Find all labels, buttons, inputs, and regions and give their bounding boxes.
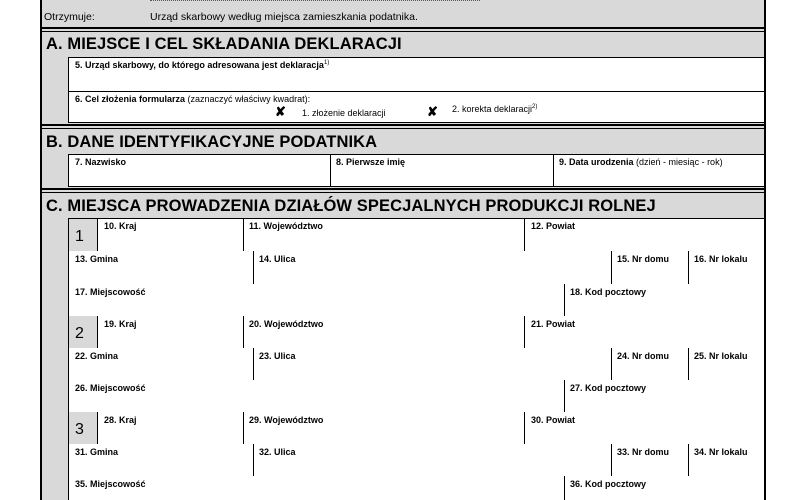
option-1-checkbox[interactable]: ✘ xyxy=(275,104,286,119)
block-3-ulica-label: 32. Ulica xyxy=(259,447,296,457)
block-1-ulica[interactable] xyxy=(253,251,612,285)
block-3-pow-label: 30. Powiat xyxy=(531,415,576,425)
field-9-label: 9. Data urodzenia (dzień - miesiąc - rok) xyxy=(559,157,723,167)
block-2-lokal-label: 25. Nr lokalu xyxy=(694,351,748,361)
block-1-kraj-label: 10. Kraj xyxy=(104,221,137,231)
section-c-title: C. MIEJSCA PROWADZENIA DZIAŁÓW SPECJALNYCH PRODUKCJI ROLNEJ xyxy=(46,197,656,215)
block-2-woj-label: 20. Województwo xyxy=(249,319,324,329)
field-5-label: 5. Urząd skarbowy, do którego adresowana jest deklaracja$^{1)}$ xyxy=(75,60,330,70)
block-1-number: 1 xyxy=(75,228,84,245)
block-3-woj-label: 29. Województwo xyxy=(249,415,324,425)
option-2-checkbox[interactable]: ✘ xyxy=(427,104,438,119)
block-3-miejsc-label: 35. Miejscowość xyxy=(75,479,146,489)
block-1-gmina-label: 13. Gmina xyxy=(75,254,119,264)
section-a-top-rule-2 xyxy=(40,31,766,32)
block-3-lokal-label: 34. Nr lokalu xyxy=(694,447,748,457)
receiver-label: Otrzymuje: xyxy=(44,11,95,23)
block-1-kod-label: 18. Kod pocztowy xyxy=(570,287,647,297)
block-1-dom-label: 15. Nr domu xyxy=(617,254,670,264)
block-2-gmina-label: 22. Gmina xyxy=(75,351,119,361)
block-2-dom-label: 24. Nr domu xyxy=(617,351,670,361)
block-3-number: 3 xyxy=(75,421,84,438)
section-a-title: A. MIEJSCE I CEL SKŁADANIA DEKLARACJI xyxy=(46,35,402,53)
option-2-label: 2. korekta deklaracji$^{2)}$ xyxy=(452,104,538,114)
block-1-miejsc-label: 17. Miejscowość xyxy=(75,287,146,297)
section-b-top-rule-2 xyxy=(40,128,766,129)
frame-left-border xyxy=(40,0,42,500)
block-2-kraj-label: 19. Kraj xyxy=(104,319,137,329)
block-3-kod-label: 36. Kod pocztowy xyxy=(570,479,647,489)
section-a-top-rule xyxy=(40,27,766,29)
block-2-ulica[interactable] xyxy=(253,348,612,381)
receiver-value: Urząd skarbowy według miejsca zamieszkania podatnika. xyxy=(150,11,418,23)
block-1-ulica-label: 14. Ulica xyxy=(259,254,296,264)
block-2-miejsc-label: 26. Miejscowość xyxy=(75,383,146,393)
field-8-label: 8. Pierwsze imię xyxy=(336,157,406,167)
block-2-number: 2 xyxy=(75,325,84,342)
field-6-label: 6. Cel złożenia formularza (zaznaczyć właściwy kwadrat): xyxy=(75,94,311,104)
section-c-top-rule-2 xyxy=(40,192,766,193)
block-2-kod-label: 27. Kod pocztowy xyxy=(570,383,647,393)
block-3-ulica[interactable] xyxy=(253,444,612,477)
section-b-title: B. DANE IDENTYFIKACYJNE PODATNIKA xyxy=(46,133,378,151)
block-1-pow-label: 12. Powiat xyxy=(531,221,576,231)
block-1-lokal-label: 16. Nr lokalu xyxy=(694,254,748,264)
top-cutoff-text-line xyxy=(150,0,480,2)
block-1-woj-label: 11. Województwo xyxy=(249,221,323,231)
block-2-pow-label: 21. Powiat xyxy=(531,319,576,329)
option-1-label: 1. złożenie deklaracji xyxy=(302,108,386,118)
block-3-gmina-label: 31. Gmina xyxy=(75,447,119,457)
block-3-dom-label: 33. Nr domu xyxy=(617,447,670,457)
field-7-label: 7. Nazwisko xyxy=(75,157,127,167)
section-b-top-rule xyxy=(40,124,766,126)
block-2-ulica-label: 23. Ulica xyxy=(259,351,296,361)
block-3-kraj-label: 28. Kraj xyxy=(104,415,137,425)
section-c-top-rule xyxy=(40,188,766,190)
